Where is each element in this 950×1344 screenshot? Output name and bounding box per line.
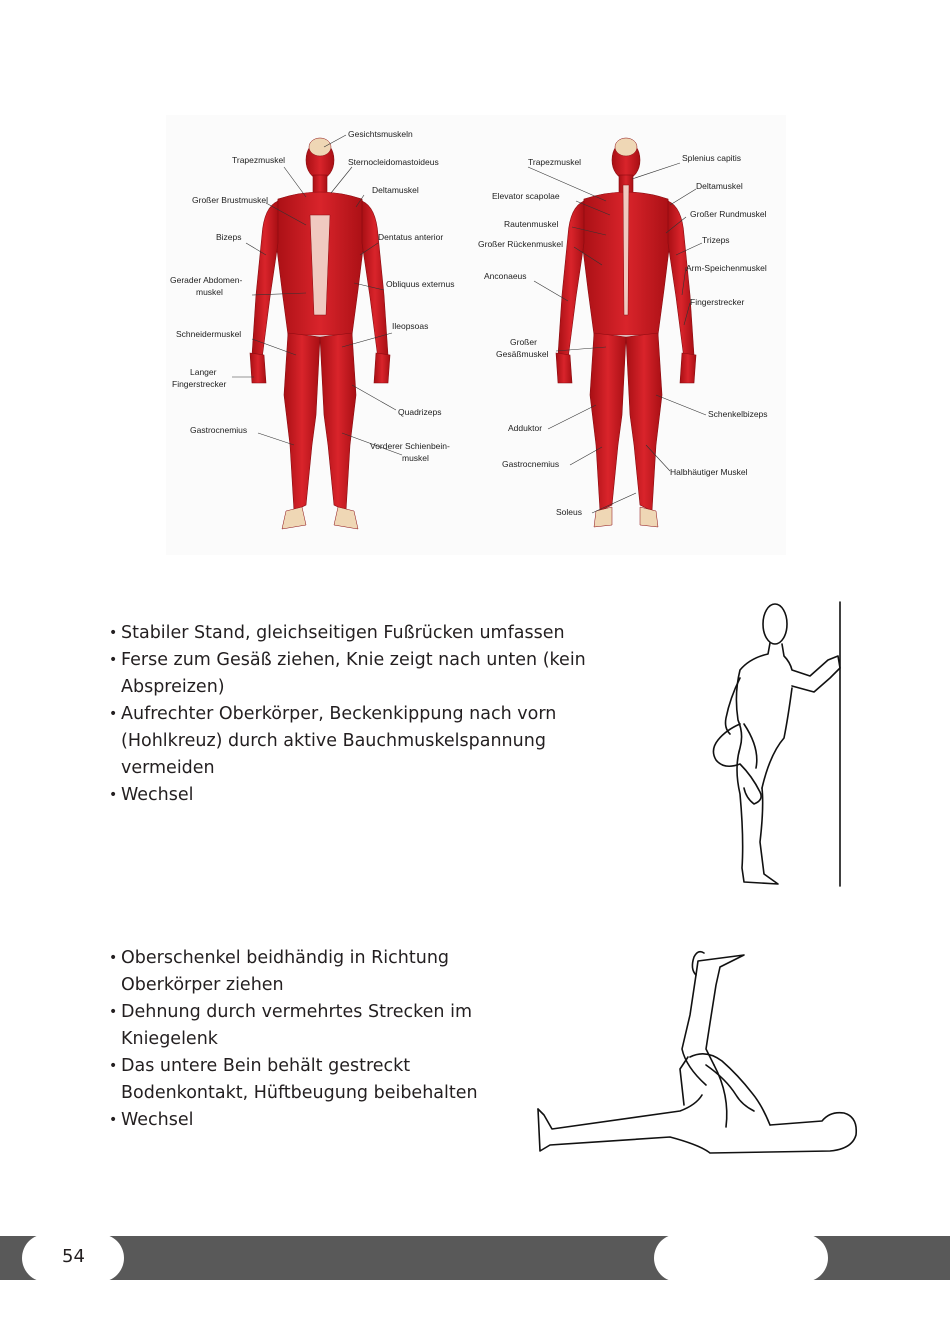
label-obliquus-externus: Obliquus externus bbox=[386, 279, 455, 289]
label-schneidermuskel: Schneidermuskel bbox=[176, 329, 242, 339]
list-item: • Dehnung durch vermehrtes Strecken im Kniegelenk bbox=[109, 999, 529, 1053]
label-fingerstrecker-front: Fingerstrecker bbox=[172, 379, 227, 389]
label-trizeps: Trizeps bbox=[702, 235, 730, 245]
label-rautenmuskel: Rautenmuskel bbox=[504, 219, 559, 229]
label-gerader-abdomen-2: muskel bbox=[196, 287, 223, 297]
label-gastrocnemius-front: Gastrocnemius bbox=[190, 425, 248, 435]
label-grosser-rundmuskel: Großer Rundmuskel bbox=[690, 209, 767, 219]
front-body bbox=[250, 141, 390, 511]
list-item: • Ferse zum Gesäß ziehen, Knie zeigt nach unten (kein Abspreizen) bbox=[109, 647, 609, 701]
label-bizeps: Bizeps bbox=[216, 232, 242, 242]
label-sternocleidomastoideus: Sternocleidomastoideus bbox=[348, 157, 439, 167]
label-gesaessmuskel: Gesäßmuskel bbox=[496, 349, 549, 359]
label-halbhaeutiger-muskel: Halbhäutiger Muskel bbox=[670, 467, 748, 477]
lying-hamstring-stretch-figure bbox=[530, 945, 865, 1160]
label-deltamuskel-back: Deltamuskel bbox=[696, 181, 743, 191]
label-deltamuskel-front: Deltamuskel bbox=[372, 185, 419, 195]
label-elevator-scapolae: Elevator scapolae bbox=[492, 191, 560, 201]
label-gesichtsmuskeln: Gesichtsmuskeln bbox=[348, 129, 413, 139]
label-gastrocnemius-back: Gastrocnemius bbox=[502, 459, 560, 469]
list-item: • Oberschenkel beidhändig in Richtung Oberkörper ziehen bbox=[109, 945, 529, 999]
page-number: 54 bbox=[62, 1246, 85, 1267]
list-item: • Das untere Bein behält gestreckt Bodenkontakt, Hüftbeugung beibehalten bbox=[109, 1053, 529, 1107]
list-item: • Wechsel bbox=[109, 1107, 529, 1134]
label-dentatus-anterior: Dentatus anterior bbox=[378, 232, 444, 242]
label-quadrizeps: Quadrizeps bbox=[398, 407, 442, 417]
anatomy-illustration bbox=[166, 115, 786, 555]
label-fingerstrecker-back: Fingerstrecker bbox=[690, 297, 745, 307]
exercise1-instructions bbox=[109, 620, 609, 809]
list-item: • Aufrechter Oberkörper, Beckenkippung nach vorn (Hohlkreuz) durch aktive Bauchmuskelspannung vermeiden bbox=[109, 701, 609, 782]
label-anconaeus: Anconaeus bbox=[484, 271, 527, 281]
list-item: • Wechsel bbox=[109, 782, 609, 809]
muscle-anatomy-figure bbox=[166, 115, 786, 555]
footer-right-pill bbox=[654, 1234, 828, 1282]
label-gerader-abdomen: Gerader Abdomen- bbox=[170, 275, 243, 285]
label-arm-speichenmuskel: Arm-Speichenmuskel bbox=[686, 263, 767, 273]
label-trapezmuskel-back: Trapezmuskel bbox=[528, 157, 582, 167]
standing-quad-stretch-figure bbox=[690, 598, 860, 890]
label-soleus: Soleus bbox=[556, 507, 582, 517]
exercise2-instructions bbox=[109, 945, 529, 1134]
label-adduktor: Adduktor bbox=[508, 423, 543, 433]
label-grosser-brustmuskel: Großer Brustmuskel bbox=[192, 195, 269, 205]
label-ileopsoas: Ileopsoas bbox=[392, 321, 429, 331]
label-langer: Langer bbox=[190, 367, 217, 377]
label-schenkelbizeps: Schenkelbizeps bbox=[708, 409, 768, 419]
label-grosser: Großer bbox=[510, 337, 537, 347]
label-grosser-rueckenmuskel: Großer Rückenmuskel bbox=[478, 239, 564, 249]
label-trapezmuskel-front: Trapezmuskel bbox=[232, 155, 286, 165]
label-vorderer-schienbein-2: muskel bbox=[402, 453, 429, 463]
label-splenius-capitis: Splenius capitis bbox=[682, 153, 742, 163]
label-vorderer-schienbein: Vorderer Schienbein- bbox=[370, 441, 450, 451]
list-item: • Stabiler Stand, gleichseitigen Fußrücken umfassen bbox=[109, 620, 609, 647]
